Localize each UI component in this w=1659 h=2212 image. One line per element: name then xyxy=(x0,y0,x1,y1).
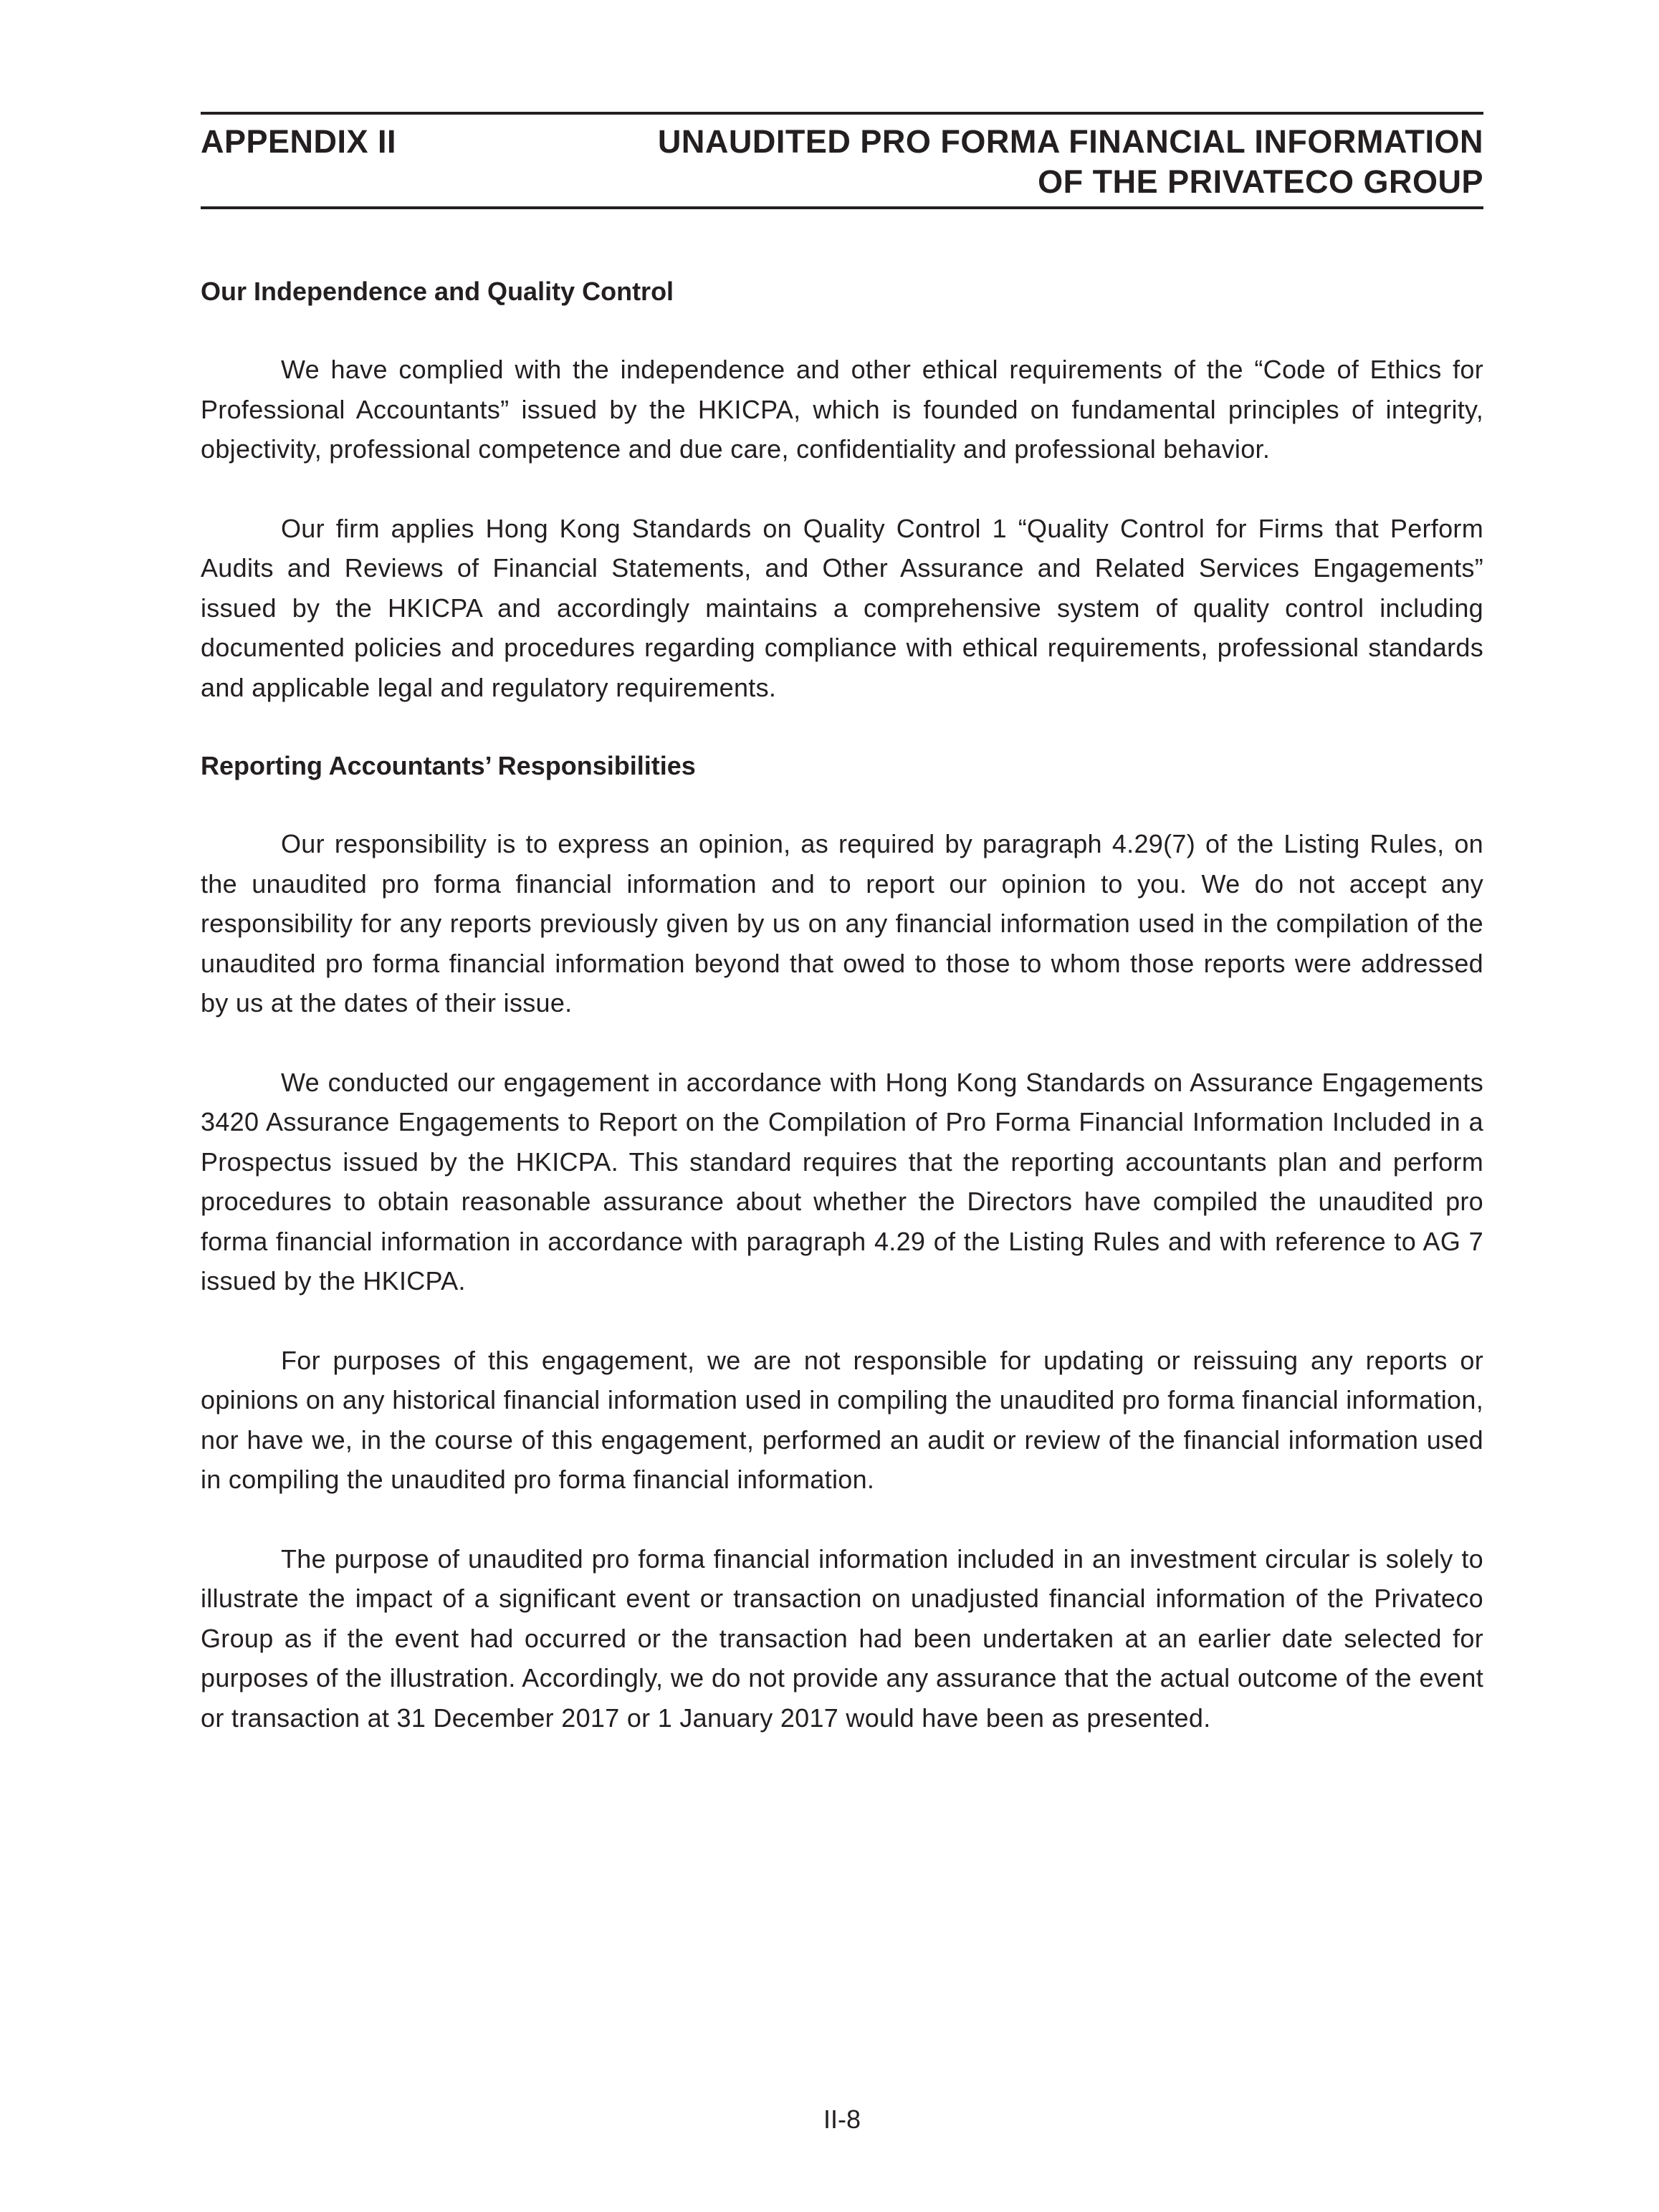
section-independence-quality-control xyxy=(201,272,1483,707)
section-reporting-accountants-responsibilities xyxy=(201,747,1483,1738)
header-bottom-rule xyxy=(201,206,1483,209)
paragraph: We have complied with the independence and other ethical requirements of the “Code of Ethics for Professional Accountants” issued by the HKICPA, which is founded on fundamental principles of integrity, objectivity, professional competence and due care, confidentiality and professional behavior. xyxy=(201,355,1483,464)
paragraph: Our firm applies Hong Kong Standards on Quality Control 1 “Quality Control for Firms that Perform Audits and Reviews of Financial Statements, and Other Assurance and Related Services Engagements” issued by the HKICPA and accordingly maintains a comprehensive system of quality control including documented policies and procedures regarding compliance with ethical requirements, professional standards and applicable legal and regulatory requirements. xyxy=(201,513,1483,702)
section-heading: Reporting Accountants’ Responsibilities xyxy=(201,751,696,780)
section-heading: Our Independence and Quality Control xyxy=(201,277,674,306)
document-body xyxy=(201,272,1483,1777)
appendix-label: APPENDIX II xyxy=(201,123,397,160)
page-number: II-8 xyxy=(823,2105,861,2134)
document-page xyxy=(201,0,1483,2212)
paragraph: For purposes of this engagement, we are not responsible for updating or reissuing any reports or opinions on any historical financial information used in compiling the unaudited pro forma financial information, nor have we, in the course of this engagement, performed an audit or review of the financial information used in compiling the unaudited pro forma financial information. xyxy=(201,1345,1483,1494)
header-title-line-2: OF THE PRIVATECO GROUP xyxy=(1038,163,1483,200)
paragraph: We conducted our engagement in accordance with Hong Kong Standards on Assurance Engagements 3420 Assurance Engagements to Report on the Compilation of Pro Forma Financial Information Included in a Prospectus issued by the HKICPA. This standard requires that the reporting accountants plan and perform procedures to obtain reasonable assurance about whether the Directors have compiled the unaudited pro forma financial information in accordance with paragraph 4.29 of the Listing Rules and with reference to AG 7 issued by the HKICPA. xyxy=(201,1067,1483,1296)
paragraph: The purpose of unaudited pro forma financial information included in an investment circular is solely to illustrate the impact of a significant event or transaction on unadjusted financial information of the Privateco Group as if the event had occurred or the transaction had been undertaken at an earlier date selected for purposes of the illustration. Accordingly, we do not provide any assurance that the actual outcome of the event or transaction at 31 December 2017 or 1 January 2017 would have been as presented. xyxy=(201,1543,1483,1733)
header-title-line-1: UNAUDITED PRO FORMA FINANCIAL INFORMATION xyxy=(657,123,1483,160)
paragraph: Our responsibility is to express an opinion, as required by paragraph 4.29(7) of the Listing Rules, on the unaudited pro forma financial information and to report our opinion to you. We do not accept any responsibility for any reports previously given by us on any financial information used in the compilation of the unaudited pro forma financial information beyond that owed to those to whom those reports were addressed by us at the dates of their issue. xyxy=(201,829,1483,1018)
page-header-title xyxy=(658,122,1483,202)
header-top-rule xyxy=(201,112,1483,115)
